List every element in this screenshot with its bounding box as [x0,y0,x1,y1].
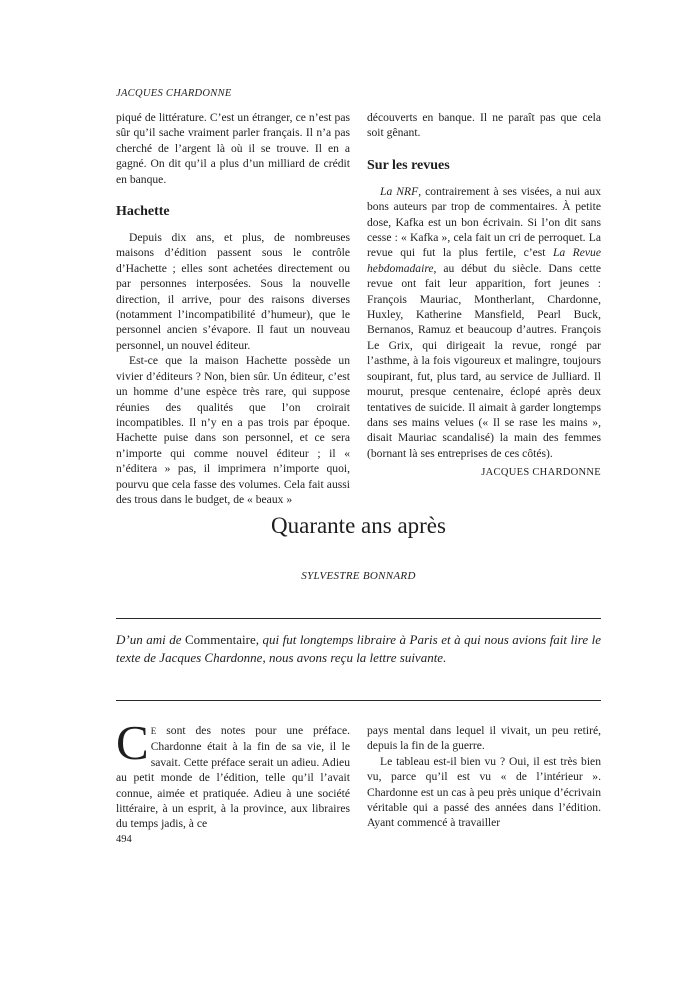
text-run: , contrairement à ses visées, a nui aux bons auteurs par trop de commentaires. À petite dose, Kafka est un bon écrivain. Si l’on dit sans cesse : « Kafka », cela fait un cri de perroquet. La revue qui fut la plus fertile, c’est [367,184,601,260]
rule-top [116,618,601,619]
drop-cap: C [116,715,149,770]
column-top-left [116,110,350,507]
text-run: , au début du siècle. Dans cette revue ont fait leur apparition, fort jeunes : François Mauriac, Montherlant, Chardonne, Huxley, Katherine Mansfield, Pearl Buck, Bernanos, Ramuz et beaucoup d’autres. François Le Grix, qui dirigeait la revue, rongé par l’asthme, à la fois vigoureux et malingre, toujours soupirant, fut, plus tard, au service de Julliard. Il mourut, presque centenaire, éclopé après deux tentatives de suicide. Il aimait à garder longtemps dans ses mains velues (« Il se rase les mains », disait Mauriac scandalisé) la main des femmes (bornant là ses entreprises de ces côtés). [367,261,601,460]
paragraph: Le tableau est-il bien vu ? Oui, il est très bien vu, parce qu’il est vu « de l’intérieur ». Chardonne est un cas à peu près unique d’écrivain véritable qui a passé des années dans l’édition. Ayant commencé à travailler [367,754,601,830]
paragraph: piqué de littérature. C’est un étranger, ce n’est pas sûr qu’il sache vraiment parler français. Il n’a pas cherché de l’argent là où il se trouve. Il en a gagné. On dit qu’il a plus d’un milliard de crédit en banque. [116,111,350,186]
paragraph: découverts en banque. Il ne paraît pas que cela soit gênant. [367,111,601,140]
paragraph: pays mental dans lequel il vivait, un peu retiré, depuis la fin de la guerre. [367,724,601,753]
column-bottom-right [367,723,601,831]
column-top-right [367,110,601,481]
running-head: JACQUES CHARDONNE [116,88,232,99]
page-number: 494 [116,834,132,845]
section-heading-revues: Sur les revues [367,157,450,173]
column-bottom-left [116,715,350,832]
signature: JACQUES CHARDONNE [481,467,601,479]
article-byline: SYLVESTRE BONNARD [301,570,416,582]
rule-bottom [116,700,601,701]
intro-journal-name: Commentaire [185,632,256,647]
article-title: Quarante ans après [271,513,446,538]
paragraph [367,184,601,461]
paragraph: Est-ce que la maison Hachette possède un vivier d’éditeurs ? Non, bien sûr. Un éditeur, c’est un homme d’une espèce très rare, qui suppose réunies des qualités que l’on croirait incompatibles. Il n’y en a pas trois par époque. Hachette puise dans son personnel, et ce sera n’importe qui comme nouvel éditeur ; il « n’éditera » pas, il imprimera n’importe quoi, pourvu que cela fasse des volumes. Cela fait aussi des trous dans le budget, de « beaux » [116,354,350,506]
small-caps: E [150,726,157,736]
article-intro [116,631,601,667]
paragraph [116,715,350,832]
italic-title: La NRF [380,184,419,198]
text-run: sont des notes pour une préface. Chardonne était à la fin de sa vie, il le savait. Cette préface serait un adieu. Adieu au petit monde de l’édition, telle qu’il l’avait connue, aimée et pratiquée. Adieu à une société littéraire, à un esprit, à la province, aux libraires du temps jadis, à ce [116,724,350,831]
intro-text: , qui fut longtemps libraire à Paris et à qui nous avions fait lire le texte de Jacques Chardonne, nous avons reçu la lettre suivante. [116,632,601,665]
intro-text: D’un ami de [116,632,185,647]
italic-title: La Revue hebdomadaire [367,246,601,275]
paragraph: Depuis dix ans, et plus, de nombreuses maisons d’édition passent sous le contrôle d’Hachette ; elles sont achetées directement ou par personnes interposées. Sous la nouvelle direction, il arrive, pour des raisons diverses (notamment l’incompatibilité d’humeur), que le personnel ancien s’évapore. Il faut un nouveau personnel, un nouvel éditeur. [116,231,350,352]
section-heading-hachette: Hachette [116,204,170,220]
